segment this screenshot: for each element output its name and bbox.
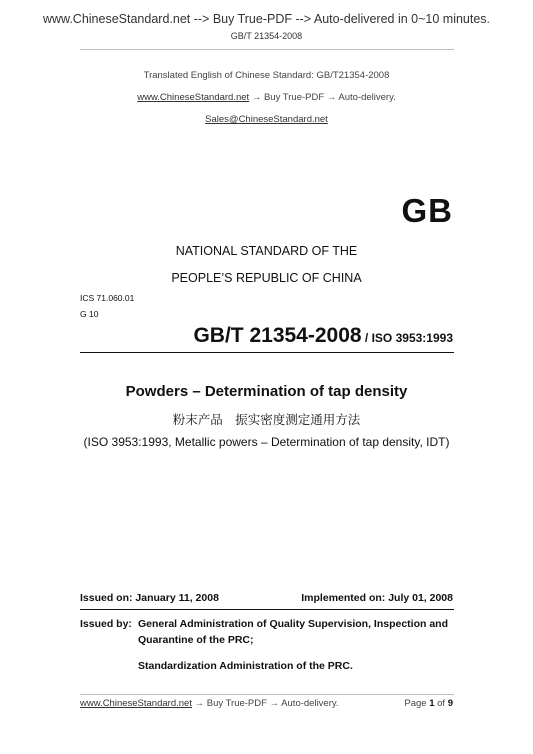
page-indicator [404,698,453,709]
footer-tail: → Buy True-PDF → Auto-delivery. [191,698,339,709]
issuer-line1 [80,616,460,632]
top-banner: www.ChineseStandard.net --> Buy True-PDF --> Auto-delivered in 0~10 minutes. [42,12,491,26]
issuer-line2: Quarantine of the PRC; [138,634,254,646]
footer-divider [80,694,454,695]
issuer-label: Issued by: [80,618,132,630]
issuer-block [80,616,460,674]
standard-number-separator: / [361,331,372,345]
ics-code: ICS 71.060.01 [80,293,135,303]
email-link[interactable]: Sales@ChineseStandard.net [205,114,328,125]
issued-date: Issued on: January 11, 2008 [80,592,219,604]
page-label: Page [404,698,427,709]
title-chinese: 粉末产品 振实密度测定通用方法 [172,412,361,427]
national-standard-line2: PEOPLE’S REPUBLIC OF CHINA [171,271,362,285]
date-divider [80,609,454,610]
header-standard-code: GB/T 21354-2008 [230,31,303,41]
national-standard-line1: NATIONAL STANDARD OF THE [175,244,358,258]
classification-code: G 10 [80,309,99,319]
standard-number-main: GB/T 21354-2008 [193,324,362,347]
issuer-line1-text: General Administration of Quality Supervision, Inspection and [138,618,448,630]
site-tail: → Buy True-PDF → Auto-delivery. [249,92,396,103]
implemented-date: Implemented on: July 01, 2008 [301,592,453,604]
title-iso-equivalent: (ISO 3953:1993, Metallic powers – Determination of tap density, IDT) [83,435,450,449]
gb-mark: GB [401,192,453,229]
title-english: Powders – Determination of tap density [125,383,408,400]
standard-number-divider [80,352,454,353]
site-line [0,92,533,103]
standard-number [193,324,453,348]
footer-site-link[interactable]: www.ChineseStandard.net [80,698,192,709]
page-number: 1 [429,698,435,709]
translation-note: Translated English of Chinese Standard: GB/T21354-2008 [143,70,390,81]
page-total: 9 [447,698,453,709]
email-line [0,114,533,125]
iso-reference: ISO 3953:1993 [371,331,453,345]
issuer-line3: Standardization Administration of the PRC. [138,660,353,672]
header-divider [80,49,454,50]
site-link[interactable]: www.ChineseStandard.net [137,92,250,103]
footer-site-line [80,698,339,709]
of-label: of [437,698,446,709]
